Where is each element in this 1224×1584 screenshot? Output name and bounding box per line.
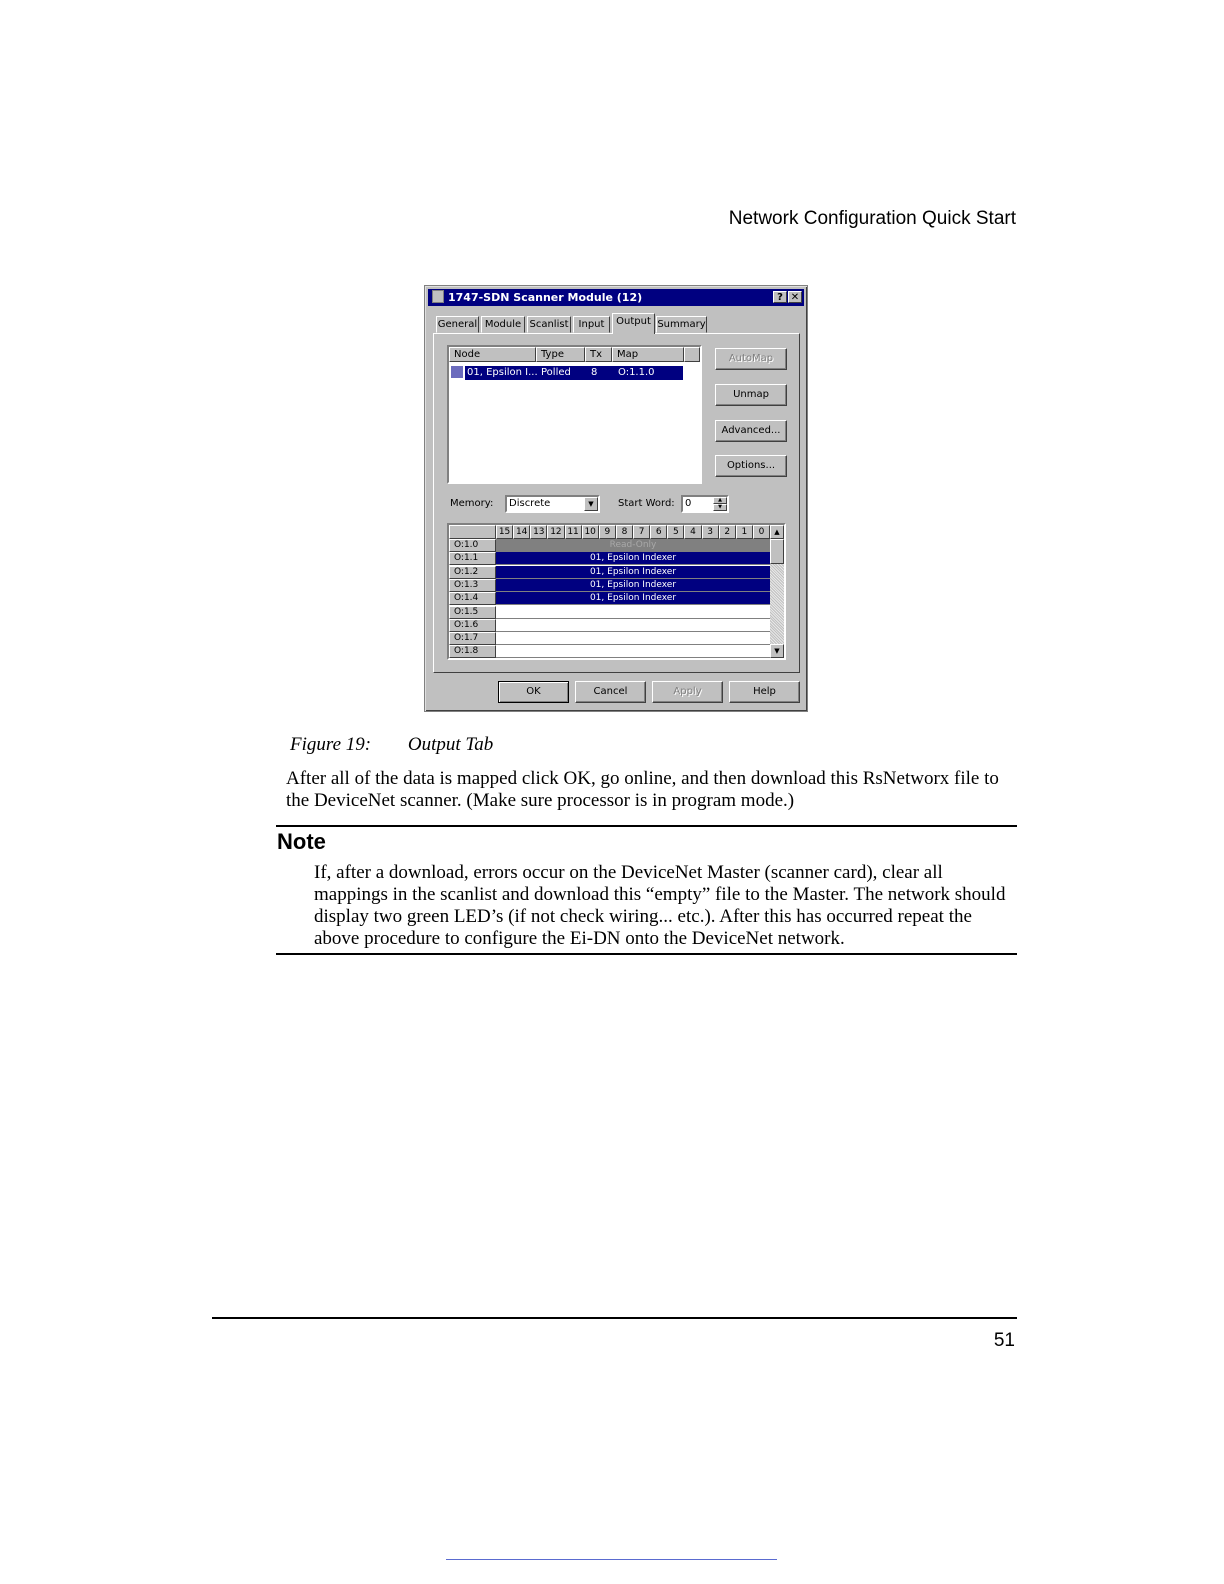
chevron-down-icon[interactable]: ▼ (584, 497, 598, 511)
row-address: O:1.5 (449, 606, 496, 619)
memory-value: Discrete (509, 498, 551, 509)
spin-down-icon[interactable]: ▼ (713, 504, 727, 511)
table-row[interactable]: 01, Epsilon Indexer (496, 579, 770, 592)
help-title-button[interactable]: ? (773, 291, 787, 303)
note-heading: Note (277, 829, 326, 854)
bit-header: 9 (599, 525, 616, 539)
figure-title: Output Tab (407, 734, 494, 755)
row-address: O:1.3 (449, 579, 496, 592)
spin-up-icon[interactable]: ▲ (713, 497, 727, 504)
figure-caption (290, 734, 493, 756)
tab-output[interactable]: Output (612, 313, 655, 334)
grid-scrollbar[interactable] (770, 525, 784, 658)
column-node[interactable]: Node (449, 347, 536, 362)
ok-button[interactable]: OK (498, 681, 569, 703)
bit-header: 10 (582, 525, 599, 539)
row-address: O:1.8 (449, 645, 496, 658)
close-icon[interactable]: ✕ (788, 291, 802, 303)
dialog-title: 1747-SDN Scanner Module (12) (448, 291, 643, 304)
bottom-link-line (446, 1559, 777, 1560)
note-top-rule (276, 825, 1017, 827)
tab-summary[interactable]: Summary (656, 316, 707, 333)
list-item-selected[interactable] (465, 366, 683, 380)
row-map: O:1.1.0 (618, 367, 655, 378)
table-row[interactable]: 01, Epsilon Indexer (496, 552, 770, 565)
note-text: If, after a download, errors occur on the DeviceNet Master (scanner card), clear all mappings in the scanlist and download this “empty” file to the Master. The network should display two green LED’s (if not check wiring... etc.). After this has occurred repeat the above procedure to configure the Ei-DN onto the DeviceNet network. (314, 862, 1006, 949)
row-tx: 8 (591, 367, 598, 378)
memory-select[interactable] (505, 495, 600, 513)
table-row[interactable]: 01, Epsilon Indexer (496, 566, 770, 579)
scroll-down-icon[interactable]: ▼ (770, 644, 784, 658)
memory-label: Memory: (450, 498, 494, 509)
options-button[interactable]: Options... (715, 455, 787, 477)
row-type: Polled (541, 367, 571, 378)
row-address: O:1.6 (449, 619, 496, 632)
bit-header: 13 (530, 525, 547, 539)
column-tx[interactable]: Tx (585, 347, 612, 362)
bit-header: 15 (496, 525, 513, 539)
note-bottom-rule (276, 953, 1017, 955)
unmap-button[interactable]: Unmap (715, 384, 787, 406)
table-row[interactable]: 01, Epsilon Indexer (496, 592, 770, 605)
apply-button[interactable]: Apply (652, 681, 723, 703)
memory-map-grid[interactable] (447, 523, 786, 660)
table-row[interactable] (496, 632, 770, 645)
scroll-thumb[interactable] (770, 539, 784, 564)
row-address: O:1.4 (449, 592, 496, 605)
bit-header: 5 (667, 525, 684, 539)
grid-corner (449, 525, 496, 539)
bit-header: 12 (547, 525, 564, 539)
column-filler (684, 347, 700, 362)
bit-header: 3 (702, 525, 719, 539)
figure-number: Figure 19: (290, 734, 372, 755)
automap-button[interactable]: AutoMap (715, 348, 787, 370)
bit-header: 4 (684, 525, 701, 539)
dialog-title-bar[interactable] (428, 289, 804, 306)
row-address: O:1.7 (449, 632, 496, 645)
bit-header: 7 (633, 525, 650, 539)
bit-header: 2 (719, 525, 736, 539)
device-icon (451, 366, 463, 378)
row-address: O:1.1 (449, 552, 496, 565)
bit-header: 8 (616, 525, 633, 539)
start-word-label: Start Word: (618, 498, 675, 509)
row-address: O:1.0 (449, 539, 496, 552)
cancel-button[interactable]: Cancel (575, 681, 646, 703)
table-row[interactable] (496, 645, 770, 658)
column-map[interactable]: Map (612, 347, 684, 362)
device-list[interactable] (447, 345, 702, 484)
row-address: O:1.2 (449, 566, 496, 579)
start-word-value: 0 (685, 498, 692, 509)
body-paragraph: After all of the data is mapped click OK, go online, and then download this RsNetworx file to the DeviceNet scanner. (Make sure processor is in program mode.) (286, 768, 999, 811)
bit-header: 1 (736, 525, 753, 539)
bit-header: 14 (513, 525, 530, 539)
bit-header: 11 (565, 525, 582, 539)
system-menu-icon[interactable] (432, 290, 444, 303)
tab-general[interactable]: General (436, 316, 479, 333)
bit-header: 6 (650, 525, 667, 539)
table-row[interactable] (496, 619, 770, 632)
column-type[interactable]: Type (536, 347, 585, 362)
row-node: 01, Epsilon I... (467, 367, 538, 378)
table-row[interactable]: Read-Only (496, 539, 770, 552)
table-row[interactable] (496, 606, 770, 619)
help-button[interactable]: Help (729, 681, 800, 703)
tab-input[interactable]: Input (573, 316, 610, 333)
start-word-input[interactable] (681, 495, 729, 513)
footer-rule (212, 1317, 1017, 1319)
scanner-module-dialog (424, 285, 808, 712)
advanced-button[interactable]: Advanced... (715, 420, 787, 442)
scroll-up-icon[interactable]: ▲ (770, 525, 784, 539)
tab-module[interactable]: Module (481, 316, 525, 333)
tab-scanlist[interactable]: Scanlist (527, 316, 571, 333)
page-number: 51 (993, 1330, 1015, 1351)
bit-header: 0 (753, 525, 770, 539)
running-header: Network Configuration Quick Start (728, 208, 1016, 229)
